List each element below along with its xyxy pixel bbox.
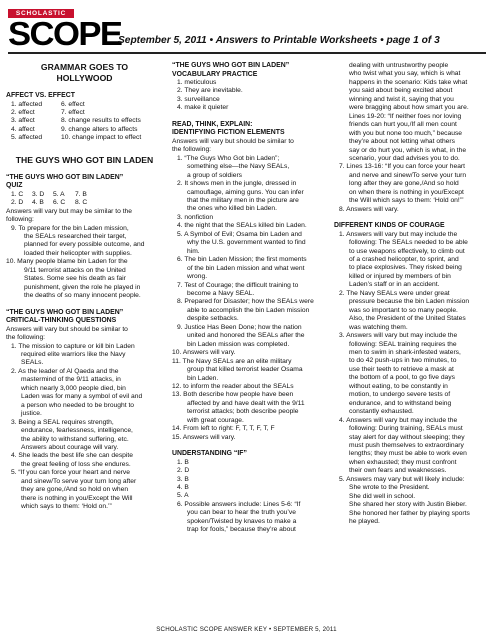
answer-line: 9. Justice Has Been Done; how the nation	[177, 323, 302, 331]
answer-line: SEALs.	[21, 359, 44, 367]
answer-line: killed or injured by members of bin	[349, 272, 451, 280]
answer: 3. affect	[11, 117, 35, 125]
fiction-item-11	[172, 358, 327, 383]
answer-line: 5. Answers may vary but will likely include:	[339, 475, 465, 483]
answer-line: the ones who killed bin Laden.	[187, 205, 277, 213]
answer-row	[6, 101, 163, 109]
answer-line: 2. It shows men in the jungle, dressed in	[177, 180, 297, 188]
fiction-item-12: 12. to inform the reader about the SEALs	[172, 382, 294, 390]
answer-line: their own fears and weaknesses.	[349, 467, 447, 475]
answer-line: 9/11 terrorist attacks on the United	[24, 266, 126, 274]
answer-line: that the military men in the picture are	[187, 196, 299, 204]
answer-line: say or do hurt you, which is what, in the	[349, 146, 467, 154]
answer-line: despite setbacks.	[187, 315, 239, 323]
fiction-heading-line2: IDENTIFYING FICTION ELEMENTS	[172, 129, 285, 137]
answer: 8. change results to effects	[61, 117, 141, 125]
answer-line: 5. “If you can force your heart and nerve	[11, 469, 130, 477]
answer-line: 6. The bin Laden Mission; the first moments	[177, 256, 307, 264]
section-title-grammar: GRAMMAR GOES TO	[40, 62, 129, 72]
answer-line: men to swim in shark-infested waters,	[349, 349, 461, 356]
answer-line: 4. She leads the best life she can despite	[11, 452, 133, 460]
critical-thinking-heading-line2: CRITICAL-THINKING QUESTIONS	[6, 317, 117, 325]
if-item-6	[172, 501, 327, 535]
section-title-grammar-line2: HOLLYWOOD	[56, 73, 113, 83]
answer-line: with great courage.	[187, 416, 244, 424]
answer-line: 10. Many people blame bin Laden for the	[6, 258, 128, 266]
courage-item-5	[334, 476, 488, 527]
ct-item-4	[6, 452, 163, 469]
fiction-item-8	[172, 298, 327, 323]
answer-line: to do 42 push-ups in two minutes, to	[349, 357, 457, 365]
answer-line: they’re about not letting what others	[349, 138, 455, 146]
answer-line: 5. A Symbol of Evil; Osama bin Laden and	[177, 230, 302, 238]
answer-row	[6, 126, 163, 134]
answer-line: were bragging about how smart you are.	[349, 104, 469, 112]
answer-line: spoken/Twisted by knaves to make a	[187, 517, 297, 525]
answer: 3. D	[32, 190, 45, 198]
fiction-item-15: 15. Answers will vary.	[172, 433, 236, 441]
answer: 6. effect	[61, 100, 85, 108]
header-rule	[8, 52, 486, 54]
answer-line: stay alert for day without sleeping; they	[349, 433, 465, 441]
answer-line: She shared her story with Justin Bieber.	[349, 501, 467, 509]
answer-line: of a crashed helicopter, to sprint, and	[349, 256, 459, 264]
if-item: 4. B	[177, 483, 189, 491]
answer-line: following: The SEALs needed to be able	[349, 239, 468, 247]
answer: 8. C	[75, 199, 88, 207]
column-3	[334, 62, 488, 527]
scholastic-logo-bar: SCHOLASTIC	[8, 9, 74, 18]
answer-line: with you but none too much,” because	[349, 129, 463, 137]
answer-line: She wrote to the President.	[349, 484, 430, 492]
answer-line: 2. As the leader of Al Qaeda and the	[11, 367, 119, 375]
answer: 7. effect	[61, 108, 85, 116]
answer-line: which says to them: ‘Hold on.’”	[21, 503, 112, 511]
quiz-intro-line2: following:	[6, 216, 34, 224]
fiction-item-1	[172, 155, 327, 180]
answer-line: motion, to undergo severe tests of	[349, 391, 451, 399]
scope-logo	[8, 9, 122, 52]
answer-line: to use weapons effectively, to climb out	[349, 247, 465, 255]
answer-line: the Will which says to them: ‘Hold on!’”	[349, 197, 464, 205]
ct-item-5	[6, 469, 163, 511]
courage-item-3	[334, 332, 488, 417]
answer-line: and nerve and sinew/To serve your turn	[349, 171, 467, 179]
answer-line: long after they are gone,/And so hold	[349, 180, 459, 188]
scope-wordmark: SCOPE	[8, 15, 122, 52]
if-item: 2. D	[177, 467, 190, 475]
answer-line: 3. Being a SEAL requires strength,	[11, 418, 114, 426]
answer: 1. C	[11, 190, 24, 198]
courage-item-2	[334, 290, 488, 332]
ct-item-3	[6, 419, 163, 453]
answer-line: 8. Prepared for Disaster; how the SEALs were	[177, 298, 314, 306]
answer-line: the great feeling of loss she endures.	[21, 460, 131, 468]
answer-line: terrorist attacks; both describe people	[187, 408, 299, 416]
answer-line: him.	[187, 247, 200, 255]
answer: 6. C	[53, 199, 66, 207]
page-header	[0, 0, 493, 66]
answer-line: justice.	[21, 410, 42, 418]
answer: 7. B	[75, 190, 87, 198]
if-item-7	[334, 163, 488, 205]
answer-line: he played.	[349, 518, 380, 526]
answer-line: who twist what you say, which is what	[349, 70, 461, 78]
answer: 5. affected	[11, 134, 43, 142]
answer-line: loaded their helicopter with supplies.	[24, 249, 132, 257]
fiction-item-9	[172, 324, 327, 349]
answer-line: without eating, to be constantly in	[349, 382, 448, 390]
answer-line: united and honored the SEALs after the	[187, 332, 305, 340]
quiz-intro: Answers will vary but may be similar to the	[6, 207, 132, 215]
answer: 2. effect	[11, 108, 35, 116]
answer-line: Laden was for many a symbol of evil and	[21, 393, 143, 401]
courage-item-1	[334, 231, 488, 290]
answer-line: the bottom of a pool, to go five days	[349, 374, 455, 382]
answer-line: on when there is nothing in you/Except	[349, 188, 464, 196]
answer-line: planned for every possible outcome, and	[24, 241, 145, 249]
answer-line: 4. Answers will vary but may include the	[339, 416, 458, 424]
if-item: 5. A	[177, 492, 189, 500]
courage-heading: DIFFERENT KINDS OF COURAGE	[334, 222, 445, 230]
answer-line: when exhausted; they must confront	[349, 458, 457, 466]
fiction-item-6	[172, 256, 327, 281]
answer-line: dealing with untrustworthy people	[349, 62, 449, 69]
answer-line: trap for fools,” because they’re about	[187, 526, 296, 534]
answer-line: mastermind of the 9/11 attacks, in	[21, 376, 121, 384]
fiction-intro: Answers will vary but should be similar to	[172, 137, 294, 145]
fiction-intro-line2: the following:	[172, 146, 212, 154]
answer-line: States. Some see his death as fair	[24, 275, 126, 283]
answer-line: 11. The Navy SEALs are an elite military	[172, 357, 292, 365]
fiction-heading: READ, THINK, EXPLAIN:	[172, 120, 253, 128]
answer-line: 1. Answers will vary but may include the	[339, 230, 458, 238]
answer-line: they are gone,/And so hold on when	[21, 486, 129, 494]
answer-line: you said about being excited about	[349, 87, 453, 95]
fiction-item-4: 4. the night that the SEALs killed bin Laden.	[177, 222, 307, 230]
answer: 1. affected	[11, 100, 43, 108]
answer: 10. change impact to effect	[61, 134, 142, 142]
answer-line: the deaths of so many innocent people.	[24, 292, 141, 300]
answer-line: 7. Test of Courage; the difficult training to	[177, 281, 299, 289]
quiz-answer-row	[6, 191, 163, 199]
if-item-8: 8. Answers will vary.	[339, 205, 399, 213]
answer-line: camouflage, aiming guns. You can infer	[187, 188, 304, 196]
answer-line: which nearly 3,000 people died, bin	[21, 384, 126, 392]
critical-thinking-intro-line2: the following:	[6, 334, 46, 342]
answer-line: 1. “The Guys Who Got bin Laden”;	[177, 154, 280, 162]
answer: 4. affect	[11, 125, 35, 133]
column-1	[6, 62, 163, 512]
fiction-item-3: 3. nonfiction	[177, 213, 214, 221]
answer-line: bin Laden mission was completed.	[187, 340, 290, 348]
answer-line: 3. Answers will vary but may include the	[339, 332, 458, 340]
answer-line: bin Laden.	[187, 374, 219, 382]
answer-line: there is nothing in you/Except the Will	[21, 494, 133, 502]
vocab-item: 2. They are inevitable.	[177, 87, 243, 95]
answer-line: required elite warriors like the Navy	[21, 351, 126, 359]
answer-line: was watching them.	[349, 323, 408, 331]
quiz-heading-line2: QUIZ	[6, 182, 23, 190]
vocab-item: 1. meticulous	[177, 79, 217, 86]
quiz-item-9	[6, 225, 163, 259]
understanding-if-heading: UNDERSTANDING “IF”	[172, 450, 247, 458]
critical-thinking-intro: Answers will vary but should be similar to	[6, 325, 128, 333]
answer-line: and sinew/To serve your turn long after	[21, 477, 137, 485]
answer: 4. B	[32, 199, 44, 207]
answer-line: 6. Possible answers include: Lines 5-6: “If	[177, 500, 301, 508]
fiction-item-10: 10. Answers will vary.	[172, 349, 236, 357]
answer-line: punishment, given the role he played in	[24, 283, 141, 291]
answer-line: winning and twist it, saying that you	[349, 95, 454, 103]
answer-line: use their teeth to retrieve a mask at	[349, 365, 454, 373]
ct-item-1	[6, 343, 163, 368]
answer-line: 7. Lines 13-16: “If you can force your heart	[339, 163, 466, 171]
answer-row	[6, 134, 163, 142]
courage-item-4	[334, 417, 488, 476]
answer-line: you can bear to hear the truth you’ve	[187, 509, 296, 517]
answer-line: of the bin Laden mission and what went	[187, 264, 305, 272]
column-2	[172, 62, 327, 535]
fiction-item-13	[172, 391, 327, 425]
quiz-answer-row	[6, 199, 163, 207]
answer-line: wrong.	[187, 273, 208, 281]
answer-line: She did well in school.	[349, 492, 416, 500]
answer-line: group that killed terrorist leader Osama	[187, 366, 303, 374]
page-title: September 5, 2011 • Answers to Printable Worksheets • page 1 of 3	[118, 35, 440, 46]
answer-line: Laden’s staff or in an accident.	[349, 281, 440, 289]
answer-line: 13. Both describe how people have been	[172, 391, 294, 399]
vocab-item: 3. surveillance	[177, 95, 220, 103]
answer-line: Lines 19-20: “If neither foes nor loving	[349, 112, 462, 120]
answer-line: She honored her father by playing sports	[349, 509, 470, 517]
answer-line: able to accomplish the bin Laden mission	[187, 306, 310, 314]
answer-line: a group of soldiers	[187, 171, 243, 179]
answer-line: become a Navy SEAL.	[187, 289, 255, 297]
critical-thinking-heading: “THE GUYS WHO GOT BIN LADEN”	[6, 308, 124, 316]
answer-line: why the U.S. government wanted to find	[187, 239, 306, 247]
if-item: 1. B	[177, 458, 189, 466]
answer-line: a person who needed to be brought to	[21, 401, 135, 409]
answer-line: following: SEAL training requires the	[349, 340, 457, 348]
answer: 9. change alters to affects	[61, 125, 138, 133]
if-item-6-continued	[334, 62, 488, 163]
answer-line: endurance, and to withstand being	[349, 399, 452, 407]
fiction-item-7	[172, 282, 327, 299]
affect-effect-answers	[6, 101, 163, 143]
answer-line: the ability to withstand suffering, etc.	[21, 435, 129, 443]
answer-line: pressure because the bin Laden mission	[349, 298, 470, 306]
section-title-bin-laden: THE GUYS WHO GOT BIN LADEN	[15, 154, 154, 165]
affect-effect-heading: AFFECT VS. EFFECT	[6, 92, 75, 99]
answer-line: was so important to so many people.	[349, 306, 458, 314]
answer-line: happens in the scenario: Kids take what	[349, 78, 468, 86]
vocab-heading: “THE GUYS WHO GOT BIN LADEN”	[172, 62, 290, 69]
answer-line: must push themselves to extraordinary	[349, 441, 464, 449]
fiction-item-5	[172, 231, 327, 256]
answer-line: endurance, fearlessness, intelligence,	[21, 427, 133, 435]
answer-row	[6, 117, 163, 125]
answer-line: 9. To prepare for the bin Laden mission,	[11, 224, 129, 232]
ct-item-2	[6, 368, 163, 419]
vocab-item: 4. make it quieter	[177, 104, 229, 112]
quiz-item-10	[6, 258, 163, 300]
answer-line: constantly exhausted.	[349, 408, 414, 416]
answer-line: scenario, your dad advises you to do.	[349, 154, 460, 162]
answer-line: to place explosives. They risked being	[349, 264, 462, 272]
answer-line: the SEALs researched their target,	[24, 233, 127, 241]
answer-line: Also, the President of the United States	[349, 315, 466, 323]
page-footer: SCHOLASTIC SCOPE ANSWER KEY • SEPTEMBER 5, 2011	[156, 626, 337, 633]
answer-line: affected by and have dealt with the 9/11	[187, 399, 305, 407]
quiz-heading: “THE GUYS WHO GOT BIN LADEN”	[6, 173, 124, 181]
answer-line: Answers about courage will vary.	[21, 444, 119, 451]
answer-line: following: During training, SEALs must	[349, 425, 463, 433]
fiction-item-14: 14. From left to right: F, T, T, F, T, F	[172, 425, 275, 433]
answer-line: 1. The mission to capture or kill bin Laden	[11, 342, 135, 350]
answer-line: 2. The Navy SEALs were under great	[339, 289, 450, 297]
answer-row	[6, 109, 163, 117]
if-item: 3. B	[177, 475, 189, 483]
answer-line: lengths; they must be able to work even	[349, 450, 467, 458]
answer: 5. A	[53, 190, 65, 198]
vocab-heading-line2: VOCABULARY PRACTICE	[172, 70, 258, 78]
answer: 2. D	[11, 199, 24, 207]
answer-line: something else—the Navy SEALs,	[187, 163, 290, 171]
fiction-item-2	[172, 180, 327, 214]
answer-line: friends can hurt you,/If all men count	[349, 121, 457, 129]
